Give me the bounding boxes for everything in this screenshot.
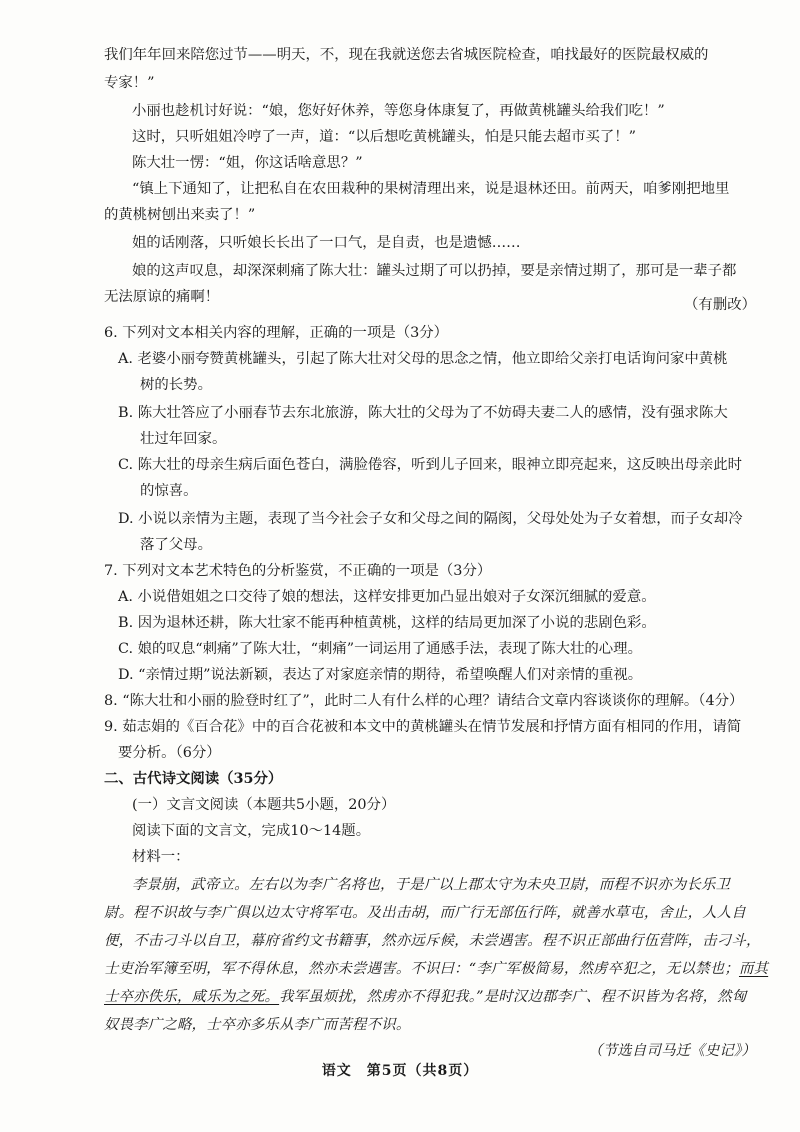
story-line-6: “镇上下通知了，让把私自在农田栽种的果树清理出来，说是退林还田。前两天，咱爹刚把地里 <box>132 181 730 197</box>
story-line-1: 我们年年回来陪您过节——明天，不，现在我就送您去省城医院检查，咱找最好的医院最权威的 <box>104 47 709 63</box>
story-line-8: 姐的话刚落，只听娘长长出了一口气，是自责，也是遗憾…… <box>132 235 521 251</box>
q6-option-d: D. 小说以亲情为主题，表现了当今社会子女和父母之间的隔阂，父母处处为子女着想，而子女却冷 <box>118 511 743 527</box>
material-label: 材料一： <box>132 849 190 865</box>
story-line-7: 的黄桃树刨出来卖了！” <box>104 207 256 223</box>
q6-option-a-cont: 树的长势。 <box>140 377 212 393</box>
passage-line-5 <box>104 986 746 1008</box>
q6-option-b-cont: 壮过年回家。 <box>140 431 227 447</box>
q9-line-1: 9. 茹志娟的《百合花》中的百合花被和本文中的黄桃罐头在情节发展和抒情方面有相同的作用，请简 <box>104 719 742 735</box>
story-line-9: 娘的这声叹息，却深深刺痛了陈大壮：罐头过期了可以扔掉，要是亲情过期了，那可是一辈子都 <box>132 263 737 279</box>
q7-stem: 7. 下列对文本艺术特色的分析鉴赏，不正确的一项是（3分） <box>104 563 492 579</box>
story-line-5: 陈大壮一愣：“姐，你这话啥意思？” <box>132 155 363 171</box>
q6-option-b: B. 陈大壮答应了小丽春节去东北旅游，陈大壮的父母为了不妨碍夫妻二人的感情，没有强求陈大 <box>118 405 728 421</box>
q6-option-a: A. 老婆小丽夸赞黄桃罐头，引起了陈大壮对父母的思念之情，他立即给父亲打电话询问家中黄桃 <box>118 351 728 367</box>
story-source: （有删改） <box>684 297 756 313</box>
section-2-title: 二、古代诗文阅读（35分） <box>104 770 283 787</box>
q7-option-c: C. 娘的叹息“刺痛”了陈大壮，“刺痛”一词运用了通感手法，表现了陈大壮的心理。 <box>118 641 642 657</box>
q7-option-b: B. 因为退林还耕，陈大壮家不能再种植黄桃，这样的结局更加深了小说的悲剧色彩。 <box>118 615 656 631</box>
passage-line-2: 尉。程不识故与李广俱以边太守将军屯。及出击胡，而广行无部伍行阵，就善水草屯，舍止，人人自 <box>104 905 746 921</box>
q7-option-d: D. “亲情过期”说法新颖，表达了对家庭亲情的期待，希望唤醒人们对亲情的重视。 <box>118 667 643 683</box>
page-footer: 语文 第5页（共8页） <box>321 1063 479 1079</box>
q7-option-a: A. 小说借姐姐之口交待了娘的想法，这样安排更加凸显出娘对子女深沉细腻的爱意。 <box>118 589 656 605</box>
story-line-10: 无法原谅的痛啊！ <box>104 289 220 305</box>
q6-option-c-cont: 的惊喜。 <box>140 483 198 499</box>
q6-stem: 6. 下列对文本相关内容的理解，正确的一项是（3分） <box>104 325 449 341</box>
section-2-instruction: 阅读下面的文言文，完成10～14题。 <box>132 823 371 839</box>
q6-option-d-cont: 落了父母。 <box>140 537 212 553</box>
passage-line-1: 李景崩，武帝立。左右以为李广名将也，于是广以上郡太守为未央卫尉，而程不识亦为长乐卫 <box>132 877 731 893</box>
passage-underlined-start: 而其 <box>738 961 769 977</box>
passage-line-4-text: 士吏治军簿至明，军不得休息，然亦未尝遇害。不识曰：“李广军极简易，然虏卒犯之，无以禁也； <box>104 961 739 977</box>
passage-line-4 <box>104 958 768 980</box>
section-2-subtitle: (一）文言文阅读（本题共5小题，20分） <box>132 797 396 813</box>
q9-line-2: 要分析。（6分） <box>118 745 221 761</box>
story-line-3: 小丽也趁机讨好说：“娘，您好好休养，等您身体康复了，再做黄桃罐头给我们吃！” <box>132 103 665 119</box>
passage-source: （节选自司马迁《史记》） <box>588 1043 756 1059</box>
passage-underlined-sentence: 士卒亦佚乐，咸乐为之死。 <box>104 989 280 1005</box>
passage-line-5-text: 我军虽烦扰，然虏亦不得犯我。”是时汉边郡李广、程不识皆为名将，然匈 <box>279 989 747 1005</box>
passage-line-3: 便，不击刁斗以自卫，幕府省约文书籍事，然亦远斥候，未尝遇害。程不识正部曲行伍营阵，击刁斗， <box>104 933 761 949</box>
passage-line-6: 奴畏李广之略，士卒亦多乐从李广而苦程不识。 <box>104 1017 411 1033</box>
story-line-2: 专家！” <box>104 75 155 91</box>
q6-option-c: C. 陈大壮的母亲生病后面色苍白，满脸倦容，听到儿子回来，眼神立即亮起来，这反映出母亲此时 <box>118 457 743 473</box>
story-line-4: 这时，只听姐姐冷哼了一声，道：“以后想吃黄桃罐头，怕是只能去超市买了！” <box>132 129 636 145</box>
q8: 8. “陈大壮和小丽的脸登时红了”，此时二人有什么样的心理？请结合文章内容谈谈你的理解。（4分） <box>104 693 744 709</box>
